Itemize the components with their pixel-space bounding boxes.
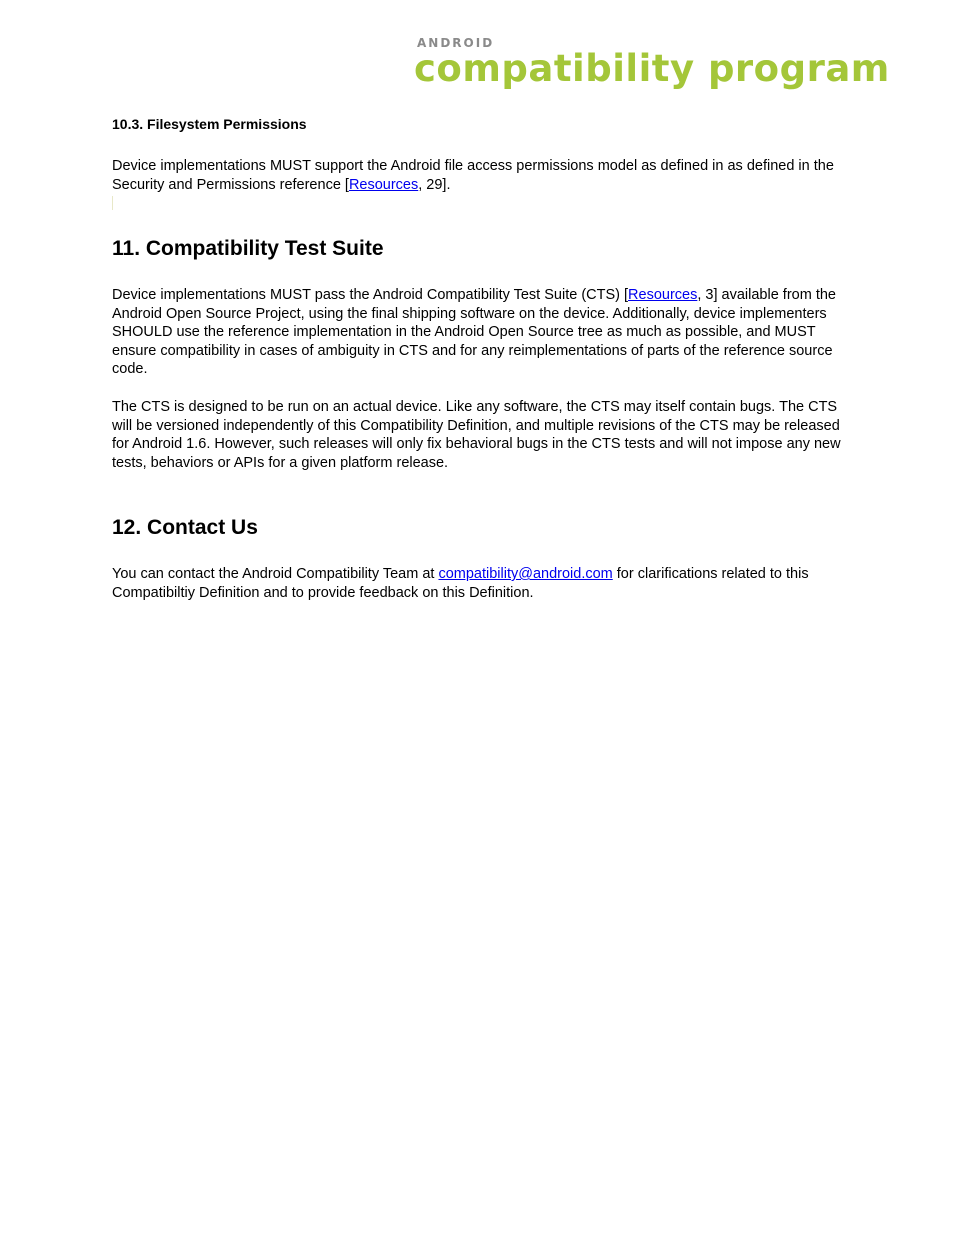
logo-android-wordmark: ANDROID xyxy=(417,36,495,50)
section-12-heading: 12. Contact Us xyxy=(112,516,258,539)
section-11-text-before: Device implementations MUST pass the Android Compatibility Test Suite (CTS) [ xyxy=(112,287,629,303)
resources-link[interactable]: Resources xyxy=(628,287,698,303)
section-11-paragraph-1 xyxy=(112,286,842,379)
section-12-text-before: You can contact the Android Compatibility Team at xyxy=(112,566,439,582)
email-link[interactable]: compatibility@android.com xyxy=(438,566,613,582)
section-10-3-heading: 10.3. Filesystem Permissions xyxy=(112,116,307,132)
section-12-text-after: for clarifications related to this Compatibiltiy Definition and to provide feedback on this Definition. xyxy=(112,566,809,601)
text-cursor-mark xyxy=(112,196,113,210)
section-11-heading: 11. Compatibility Test Suite xyxy=(112,237,384,260)
section-11-text-after: , 3] available from the Android Open Source Project, using the final shipping software on the device. Additionally, device implementers SHOULD use the reference implementation in the Android Open Source tree as much as possible, and MUST ensure compatibility in cases of ambiguity in CTS and for any reimplementations of parts of the reference source code. xyxy=(112,287,836,378)
compatibility-program-logo xyxy=(414,36,890,92)
section-10-3-paragraph xyxy=(112,157,842,194)
logo-compatibility-program-wordmark: compatibility program xyxy=(414,47,890,90)
section-10-3-text-after: , 29]. xyxy=(418,176,451,193)
section-10-3-text-before: Device implementations MUST support the Android file access permissions model as defined in as defined in the Security and Permissions reference [ xyxy=(112,158,834,193)
resources-link[interactable]: Resources xyxy=(348,176,419,193)
section-11-paragraph-2: The CTS is designed to be run on an actual device. Like any software, the CTS may itself contain bugs. The CTS will be versioned independently of this Compatibility Definition, and multiple revisions of the CTS may be released for Android 1.6. However, such releases will only fix behavioral bugs in the CTS tests and will not impose any new tests, behaviors or APIs for a given platform release. xyxy=(112,399,841,471)
section-12-paragraph xyxy=(112,565,842,602)
